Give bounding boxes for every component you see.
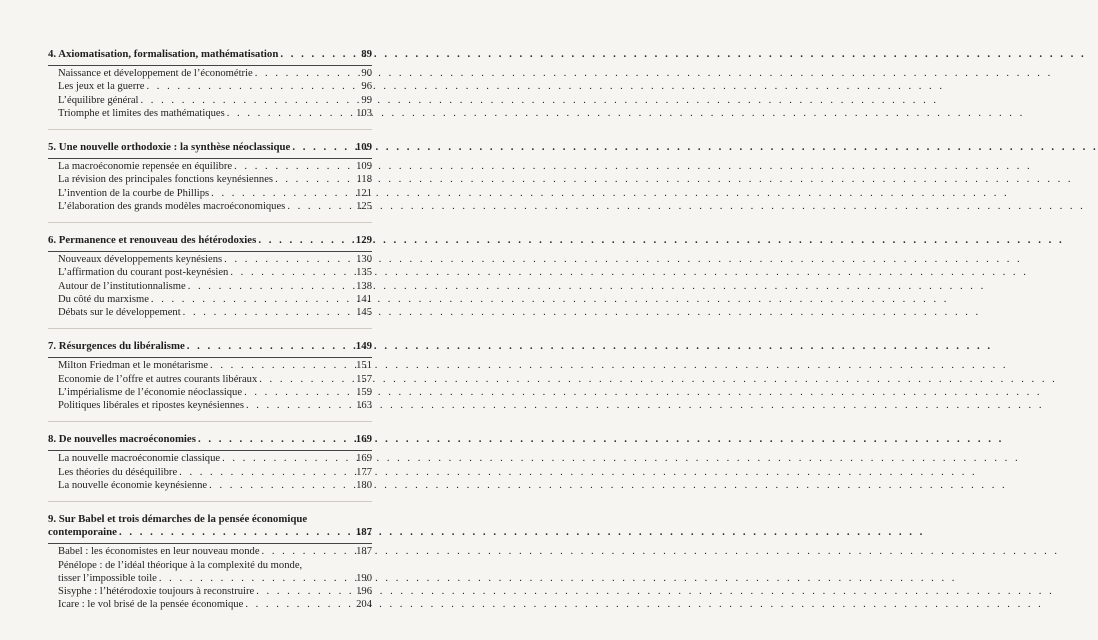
page-number: 149	[355, 340, 372, 353]
chapter-title-row	[48, 433, 372, 446]
toc-entry	[48, 479, 372, 492]
dot-leader	[183, 306, 350, 319]
chapter-title-row	[48, 141, 372, 154]
page-number: 151	[356, 360, 372, 372]
page-number: 130	[356, 254, 372, 266]
toc-entry	[48, 94, 372, 107]
entry-title-line-1: Pénélope : de l’idéal théorique à la complexité du monde,	[58, 559, 303, 571]
chapter-title: 8. De nouvelles macroéconomies	[48, 433, 196, 446]
toc-entry	[48, 160, 372, 173]
dot-leader	[292, 141, 350, 154]
dot-leader	[119, 526, 350, 539]
dot-leader	[188, 280, 350, 293]
chapter-7	[48, 340, 372, 412]
entry-title: Icare : le vol brisé de la pensée économique	[58, 599, 244, 611]
title-rule	[48, 357, 372, 358]
toc-entry	[48, 386, 372, 399]
page-number: 177	[356, 466, 372, 478]
page-number: 138	[356, 280, 372, 292]
entry-title: Du côté du marxisme	[58, 293, 149, 305]
dot-leader	[245, 598, 350, 611]
dot-leader	[246, 399, 350, 412]
toc-entry	[48, 598, 372, 611]
dot-leader	[211, 187, 350, 200]
entry-title: Triomphe et limites des mathématiques	[58, 107, 225, 119]
dot-leader	[287, 200, 350, 213]
dot-leader	[222, 452, 350, 465]
page-number: 135	[356, 267, 372, 279]
chapter-separator	[48, 501, 372, 502]
entry-title: Politiques libérales et ripostes keynésiennes	[58, 400, 244, 412]
entry-title: Sisyphe : l’hétérodoxie toujours à reconstruire	[58, 586, 255, 598]
toc-entry	[48, 266, 372, 279]
page-number: 187	[355, 526, 372, 539]
dot-leader	[198, 433, 350, 446]
entry-title: La révision des principales fonctions keynésiennes	[58, 174, 274, 186]
page-number: 129	[355, 234, 372, 247]
toc-entry	[48, 107, 372, 120]
chapter-4	[48, 48, 372, 120]
toc-entry	[48, 373, 372, 386]
page-number: 118	[356, 174, 372, 186]
entry-title: L’affirmation du courant post-keynésien	[58, 267, 229, 279]
entry-title: La macroéconomie repensée en équilibre	[58, 161, 233, 173]
dot-leader	[210, 359, 350, 372]
toc-entry	[48, 399, 372, 412]
chapter-title-line-1: 9. Sur Babel et trois démarches de la pensée économique	[48, 513, 308, 526]
page-number: 90	[361, 68, 372, 80]
dot-leader	[244, 386, 350, 399]
page-number: 109	[356, 161, 372, 173]
entry-title: Les jeux et la guerre	[58, 81, 145, 93]
page-number: 196	[356, 586, 372, 598]
dot-leader	[141, 94, 351, 107]
entry-title: L’élaboration des grands modèles macroéconomiques	[58, 200, 286, 212]
chapter-title-row	[48, 513, 372, 539]
entry-title: Naissance et développement de l’économétrie	[58, 68, 253, 80]
chapter-title: 5. Une nouvelle orthodoxie : la synthèse néoclassique	[48, 141, 291, 154]
toc-entry	[48, 293, 372, 306]
toc-entry	[48, 585, 372, 598]
dot-leader	[230, 266, 350, 279]
toc-entry	[48, 80, 372, 93]
table-of-contents-page	[0, 0, 400, 640]
page-number: 157	[356, 373, 372, 385]
chapter-title-row	[48, 48, 372, 61]
toc-entry	[48, 466, 372, 479]
entry-title: Milton Friedman et le monétarisme	[58, 360, 209, 372]
page-number: 96	[361, 81, 372, 93]
page-number: 159	[356, 386, 372, 398]
page-number: 99	[361, 94, 372, 106]
page-number: 103	[356, 107, 372, 119]
dot-leader	[234, 160, 350, 173]
page-number: 163	[356, 400, 372, 412]
dot-leader	[255, 67, 350, 80]
toc-entry	[48, 200, 372, 213]
toc-entry	[48, 359, 372, 372]
title-rule	[48, 251, 372, 252]
chapter-title: 4. Axiomatisation, formalisation, mathématisation	[48, 48, 279, 60]
chapter-title: 7. Résurgences du libéralisme	[48, 340, 185, 353]
page-number: 89	[361, 48, 372, 60]
dot-leader	[275, 173, 350, 186]
toc-entry	[48, 173, 372, 186]
page-number: 125	[356, 200, 372, 212]
dot-leader	[227, 107, 350, 120]
dot-leader	[262, 545, 350, 558]
dot-leader	[209, 479, 350, 492]
chapter-5	[48, 141, 372, 213]
dot-leader	[179, 466, 350, 479]
entry-title: Babel : les économistes en leur nouveau monde	[58, 546, 260, 558]
page-number: 169	[355, 433, 372, 446]
page-number: 180	[356, 479, 372, 491]
chapter-separator	[48, 129, 372, 130]
entry-title: Economie de l’offre et autres courants libéraux	[58, 373, 258, 385]
chapter-6	[48, 234, 372, 319]
entry-title: La nouvelle macroéconomie classique	[58, 453, 221, 465]
title-rule	[48, 543, 372, 544]
entry-title: Autour de l’institutionnalisme	[58, 280, 186, 292]
toc-entry	[48, 559, 372, 585]
chapter-separator	[48, 222, 372, 223]
page-number: 169	[356, 453, 372, 465]
dot-leader	[258, 234, 350, 247]
title-rule	[48, 450, 372, 451]
dot-leader	[224, 253, 350, 266]
chapter-title-row	[48, 234, 372, 247]
page-number: 204	[356, 599, 372, 611]
dot-leader	[259, 373, 350, 386]
page-number: 109	[355, 141, 372, 154]
chapter-title-row	[48, 340, 372, 353]
chapter-8	[48, 433, 372, 492]
chapter-9	[48, 513, 372, 611]
chapter-title-line-2: contemporaine	[48, 526, 117, 539]
dot-leader	[187, 340, 350, 353]
dot-leader	[151, 293, 350, 306]
entry-title: Débats sur le développement	[58, 307, 181, 319]
entry-title: Nouveaux développements keynésiens	[58, 254, 223, 266]
chapter-separator	[48, 421, 372, 422]
dot-leader	[280, 48, 350, 61]
toc-entry	[48, 306, 372, 319]
page-number: 190	[356, 572, 372, 584]
entry-title: L’impérialisme de l’économie néoclassique	[58, 386, 243, 398]
entry-title: La nouvelle économie keynésienne	[58, 479, 208, 491]
entry-title: L’équilibre général	[58, 94, 139, 106]
dot-leader	[256, 585, 350, 598]
page-number: 187	[356, 546, 372, 558]
entry-title: Les théories du déséquilibre	[58, 466, 178, 478]
dot-leader	[146, 80, 350, 93]
entry-title-line-2: tisser l’impossible toile	[58, 572, 157, 584]
toc-entry	[48, 187, 372, 200]
title-rule	[48, 158, 372, 159]
chapter-separator	[48, 328, 372, 329]
chapter-title: 6. Permanence et renouveau des hétérodoxies	[48, 234, 257, 247]
toc-entry	[48, 545, 372, 558]
dot-leader	[159, 572, 350, 585]
page-number: 145	[356, 307, 372, 319]
toc-entry	[48, 67, 372, 80]
page-number: 121	[356, 187, 372, 199]
toc-entry	[48, 280, 372, 293]
title-rule	[48, 65, 372, 66]
page-number: 141	[356, 293, 372, 305]
toc-entry	[48, 452, 372, 465]
entry-title: L’invention de la courbe de Phillips	[58, 187, 210, 199]
toc-entry	[48, 253, 372, 266]
